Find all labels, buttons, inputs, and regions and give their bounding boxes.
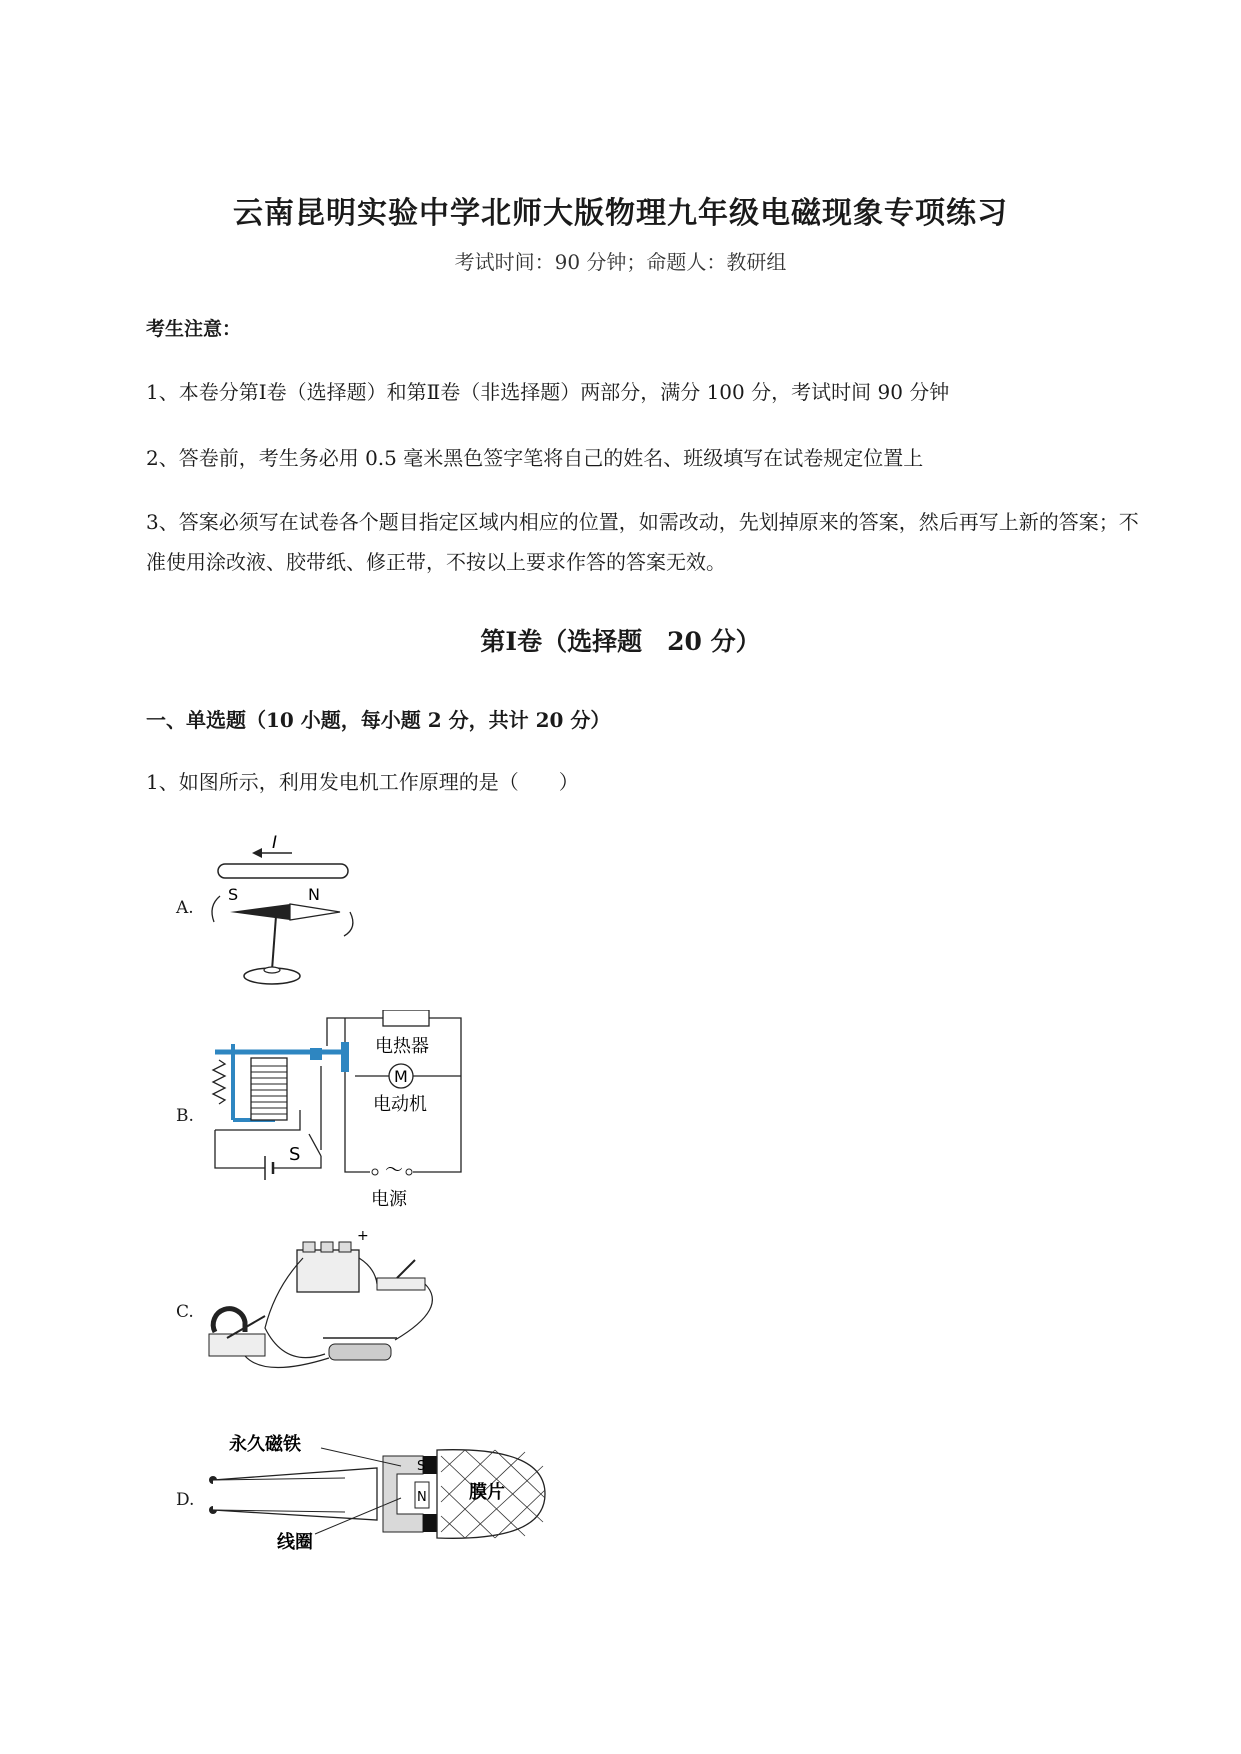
part-title: 一、单选题（10 小题，每小题 2 分，共计 20 分） [146, 708, 611, 732]
notice-item-2: 2、答卷前，考生务必用 0.5 毫米黑色签字笔将自己的姓名、班级填写在试卷规定位置上 [146, 446, 924, 470]
coil-label: 线圈 [277, 1532, 313, 1553]
section-title: 第Ⅰ卷（选择题 20 分） [480, 627, 761, 656]
option-a-figure [200, 830, 380, 995]
motor-symbol: M [394, 1067, 408, 1086]
north-pole-label: N [308, 885, 320, 904]
question-1-stem: 1、如图所示，利用发电机工作原理的是（ ） [146, 770, 579, 794]
heater-label: 电热器 [375, 1036, 429, 1057]
option-d-label: D. [176, 1490, 195, 1510]
source-label: 电源 [371, 1189, 407, 1210]
option-d-figure [205, 1426, 555, 1556]
south-pole-label: S [228, 885, 239, 904]
option-b-label: B. [176, 1106, 194, 1126]
page-title: 云南昆明实验中学北师大版物理九年级电磁现象专项练习 [233, 196, 1008, 231]
magnet-north-label: N [417, 1490, 427, 1505]
diaphragm-label: 膜片 [469, 1482, 505, 1503]
motor-label: 电动机 [373, 1094, 427, 1115]
option-c-figure [205, 1228, 465, 1398]
magnet-label: 永久磁铁 [229, 1434, 301, 1455]
switch-label: S [289, 1144, 301, 1165]
notice-item-3: 3、答案必须写在试卷各个题目指定区域内相应的位置，如需改动，先划掉原来的答案，然后再写上新的答案；不准使用涂改液、胶带纸、修正带，不按以上要求作答的答案无效。 [146, 510, 1139, 574]
option-b-figure [205, 1010, 465, 1215]
notice-heading: 考生注意： [146, 318, 242, 340]
notice-item-1: 1、本卷分第Ⅰ卷（选择题）和第Ⅱ卷（非选择题）两部分，满分 100 分，考试时间 90 分钟 [146, 380, 950, 404]
magnet-south-label: S [417, 1459, 426, 1474]
current-label: I [272, 833, 278, 853]
option-c-label: C. [176, 1302, 194, 1322]
exam-subtitle: 考试时间：90 分钟；命题人：教研组 [454, 250, 787, 274]
ac-symbol: ～ [385, 1160, 403, 1181]
option-a-label: A. [176, 898, 194, 918]
plus-sign: + [357, 1228, 369, 1244]
